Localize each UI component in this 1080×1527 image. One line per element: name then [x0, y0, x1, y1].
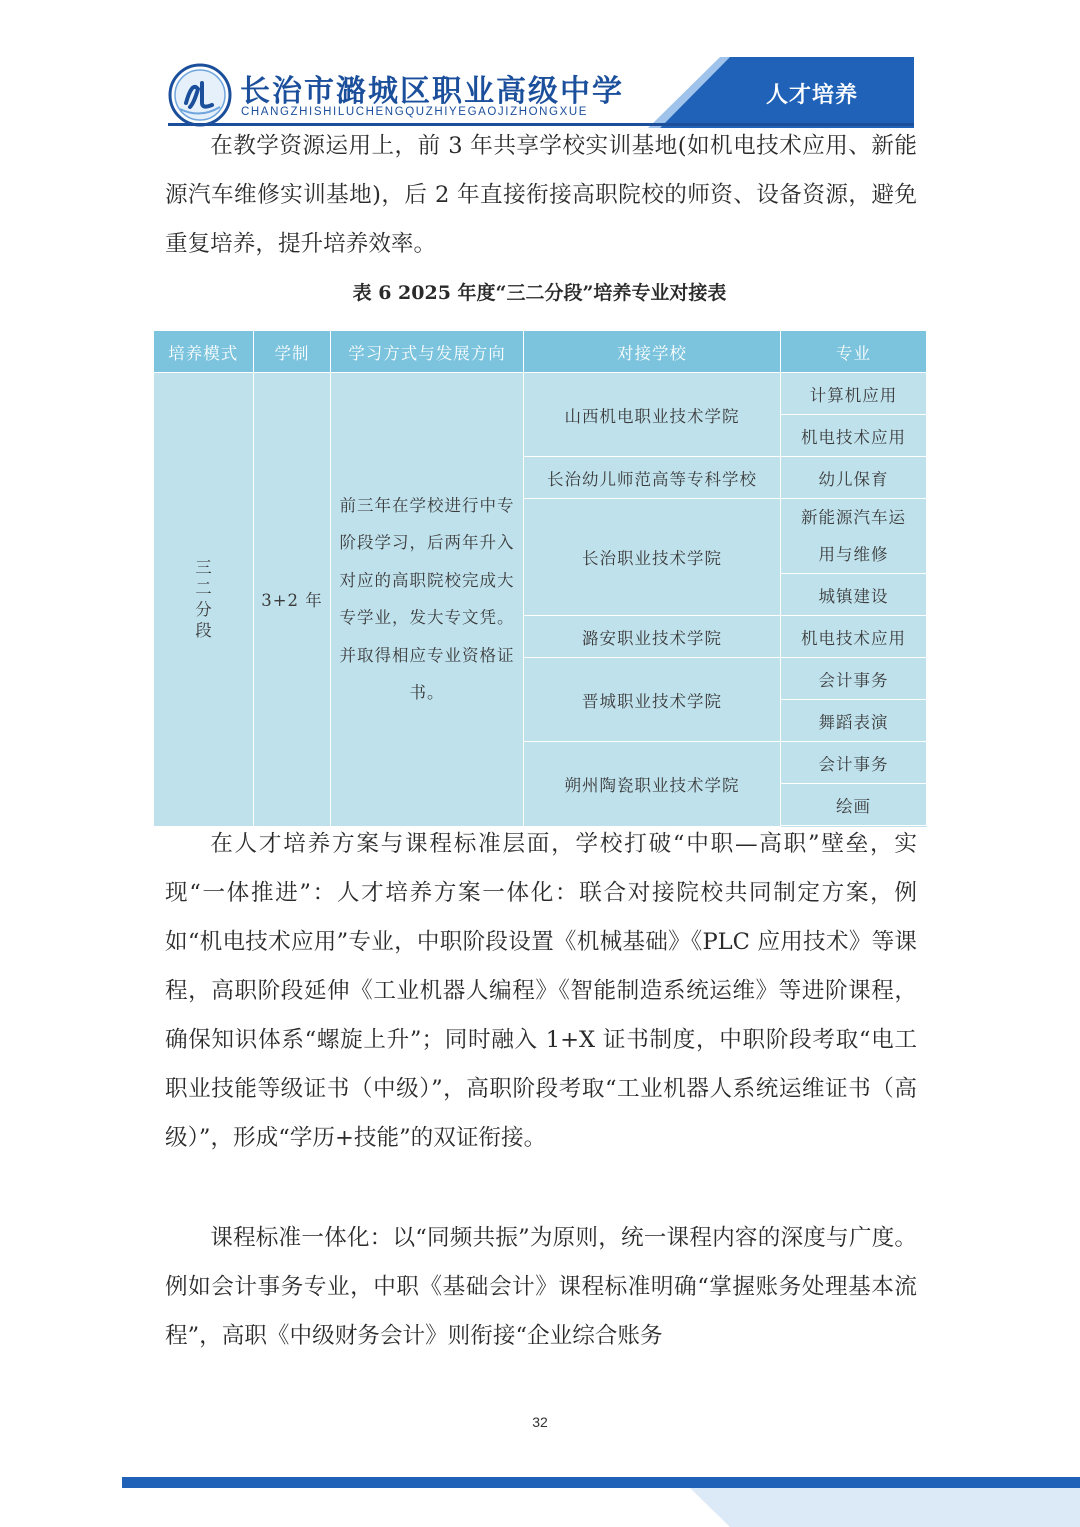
cell-major: 绘画 — [781, 784, 927, 826]
cell-major: 机电技术应用 — [781, 415, 927, 457]
header-cell-school: 对接学校 — [524, 331, 781, 373]
cell-major: 城镇建设 — [781, 574, 927, 616]
footer-accent — [690, 1488, 1080, 1527]
table-header-row — [154, 331, 927, 373]
header-cell-duration: 学制 — [254, 331, 331, 373]
cell-school: 潞安职业技术学院 — [524, 616, 781, 658]
cell-major: 计算机应用 — [781, 373, 927, 415]
footer-bar — [122, 1477, 1080, 1488]
mode-text: 三二分段 — [195, 558, 213, 641]
cell-major: 幼儿保育 — [781, 457, 927, 499]
header-cell-major: 专业 — [781, 331, 927, 373]
header-cell-mode: 培养模式 — [154, 331, 254, 373]
section-title: 人才培养 — [766, 83, 859, 108]
cell-major: 会计事务 — [781, 742, 927, 784]
cell-school: 晋城职业技术学院 — [524, 658, 781, 742]
cell-school: 山西机电职业技术学院 — [524, 373, 781, 457]
page-number: 32 — [532, 1414, 548, 1430]
cell-school: 朔州陶瓷职业技术学院 — [524, 742, 781, 827]
cell-duration: 3+2 年 — [254, 373, 331, 827]
cell-description — [331, 373, 524, 827]
table-caption: 表 6 2025 年度“三二分段”培养专业对接表 — [352, 282, 727, 304]
school-name: 长治市潞城区职业高级中学 — [240, 74, 624, 109]
paragraph-curriculum: 课程标准一体化：以“同频共振”为原则，统一课程内容的深度与广度。例如会计事务专业，中职《基础会计》课程标准明确“掌握账务处理基本流程”，高职《中级财务会计》则衔接“企业综合账务 — [165, 1225, 917, 1349]
description-text: 前三年在学校进行中专阶段学习，后两年升入对应的高职院校完成大专学业，发大专文凭。并取得相应专业资格证书。 — [339, 495, 515, 703]
cell-school: 长治职业技术学院 — [524, 499, 781, 616]
cell-mode — [154, 373, 254, 827]
paragraph-resources: 在教学资源运用上，前 3 年共享学校实训基地(如机电技术应用、新能源汽车维修实训基地)，后 2 年直接衔接高职院校的师资、设备资源，避免重复培养，提升培养效率。 — [165, 133, 917, 257]
cell-major: 会计事务 — [781, 658, 927, 700]
cell-major — [781, 499, 927, 574]
cell-major: 舞蹈表演 — [781, 700, 927, 742]
school-pinyin: CHANGZHISHILUCHENGQUZHIYEGAOJIZHONGXUE — [241, 106, 589, 118]
table-row — [154, 373, 927, 415]
paragraph-integration: 在人才培养方案与课程标准层面，学校打破“中职—高职”壁垒，实现“一体推进”：人才培养方案一体化：联合对接院校共同制定方案，例如“机电技术应用”专业，中职阶段设置《机械基础》《PLC 应用技术》等课程，高职阶段延伸《工业机器人编程》《智能制造系统运维》等进阶课程，确保知识体系“螺旋上升”；同时融入 1+X 证书制度，中职阶段考取“电工职业技能等级证书（中级）”，高职阶段考取“工业机器人系统运维证书（高级）”，形成“学历+技能”的双证衔接。 — [165, 831, 917, 1151]
major-text: 新能源汽车运用与维修 — [801, 508, 906, 564]
school-emblem-icon — [168, 63, 232, 127]
header-cell-description: 学习方式与发展方向 — [331, 331, 524, 373]
cell-school: 长治幼儿师范高等专科学校 — [524, 457, 781, 499]
training-table — [153, 331, 927, 827]
cell-major: 机电技术应用 — [781, 616, 927, 658]
